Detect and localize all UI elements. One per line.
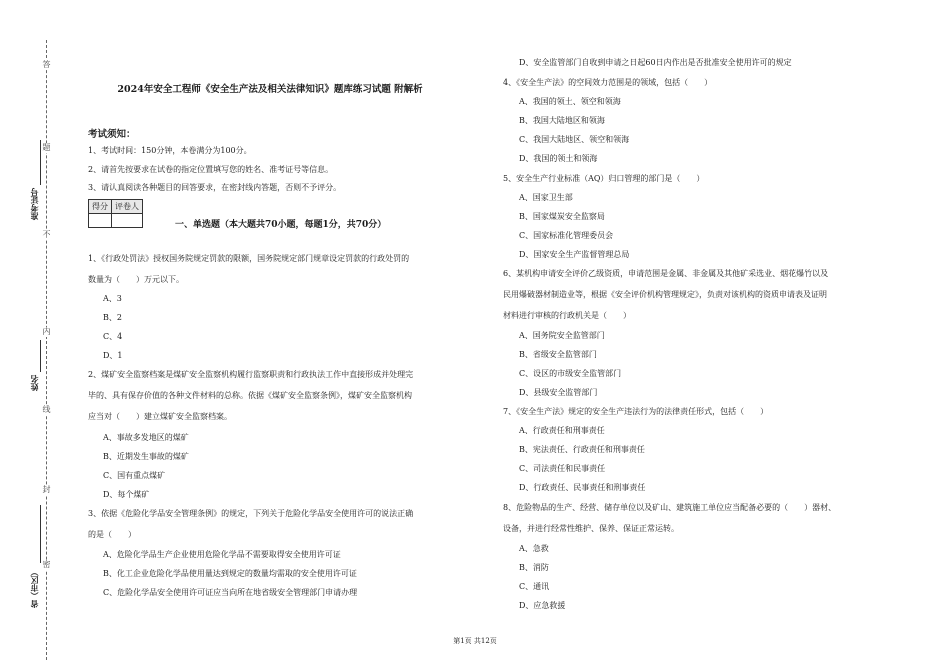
question-line: 数量为（ ）万元以下。 [88,275,184,284]
question-line: 2、煤矿安全监察档案是煤矿安全监察机构履行监察职责和行政执法工作中直接形成并处理完 [88,370,414,379]
question-line: 6、某机构申请安全评价乙级资质，申请范围是金属、非金属及其他矿采选业、烟花爆竹以及 [503,269,829,278]
seal-char-da: 答 [42,60,51,69]
name-label: 姓名 [29,375,39,391]
option-line: D、我国的领土和领海 [519,154,598,163]
option-line: A、3 [103,294,122,303]
option-line: C、我国大陆地区、领空和领海 [519,135,630,144]
question-line: 1、《行政处罚法》授权国务院规定罚款的限额，国务院规定部门规章设定罚款的行政处罚的 [88,254,410,263]
option-line: A、国家卫生部 [519,193,573,202]
seal-char-feng: 封 [42,485,51,494]
option-line: C、司法责任和民事责任 [519,464,606,473]
question-line: 设备，并进行经常性维护、保养、保证正常运转。 [503,524,679,533]
option-line: A、我国的领土、领空和领海 [519,97,621,106]
score-table [88,199,143,228]
question-line: 民用爆破器材制造业等，根据《安全评价机构管理规定》，负责对该机构的资质申请表及证明 [503,290,827,299]
question-line: 7、《安全生产法》规定的安全生产违法行为的法律责任形式，包括（ ） [503,407,769,416]
seal-char-mi: 密 [42,560,51,569]
option-line: C、4 [103,332,123,341]
option-line: D、应急救援 [519,601,566,610]
option-line: A、危险化学品生产企业使用危险化学品不需要取得安全使用许可证 [103,550,341,559]
option-line: A、国务院安全监管部门 [519,331,605,340]
option-line: C、国家标准化管理委员会 [519,231,614,240]
question-line: 材料进行审核的行政机关是（ ） [503,311,631,320]
option-line: C、危险化学品安全使用许可证应当向所在地省级安全管理部门申请办理 [103,588,358,597]
option-line: C、通讯 [519,582,550,591]
section-heading: 一、单选题（本大题共70小题，每题1分，共70分） [175,220,387,230]
option-line: B、2 [103,313,122,322]
name-line [40,340,41,372]
option-line: B、化工企业危险化学品使用量达到规定的数量均需取的安全使用许可证 [103,569,357,578]
option-line: C、国有重点煤矿 [103,471,166,480]
option-line: D、安全监管部门自收到申请之日起60日内作出是否批准安全使用许可的规定 [519,58,792,67]
notice-item: 1、考试时间：150分钟，本卷满分为100分。 [88,146,252,155]
question-line: 3、依据《危险化学品安全管理条例》的规定，下列关于危险化学品安全使用许可的说法正确 [88,509,414,518]
option-line: D、县级安全监管部门 [519,388,598,397]
option-line: B、消防 [519,563,549,572]
question-line: 毕的、具有保存价值的各种文件材料的总称。依据《煤矿安全监察条例》，煤矿安全监察机构 [88,391,412,400]
option-line: D、行政责任、民事责任和刑事责任 [519,483,646,492]
score-header: 得分 [89,200,112,214]
seal-char-bu: 不 [42,230,51,239]
seal-char-nei: 内 [42,327,51,336]
option-line: D、每个煤矿 [103,490,150,499]
option-line: D、1 [103,351,123,360]
notice-title: 考试须知： [88,129,136,140]
option-line: C、设区的市级安全监管部门 [519,369,622,378]
question-line: 5、安全生产行业标准（AQ）归口管理的部门是（ ） [503,174,705,183]
option-line: B、我国大陆地区和领海 [519,116,605,125]
notice-item: 2、请首先按要求在试卷的指定位置填写您的姓名、准考证号等信息。 [88,165,334,174]
seal-char-ti: 题 [42,143,51,152]
page-footer: 第1页 共12页 [453,637,497,645]
score-cell [89,214,112,228]
seal-char-xian: 线 [42,405,51,414]
province-label: 省（市区） [29,568,39,608]
option-line: D、国家安全生产监督管理总局 [519,250,630,259]
option-line: A、急救 [519,544,549,553]
option-line: A、事故多发地区的煤矿 [103,433,189,442]
exam-id-line [40,140,41,185]
option-line: A、行政责任和刑事责任 [519,426,605,435]
option-line: B、国家煤炭安全监察局 [519,212,605,221]
option-line: B、宪法责任、行政责任和刑事责任 [519,445,645,454]
question-line: 8、危险物品的生产、经营、储存单位以及矿山、建筑施工单位应当配备必要的（ ）器材、 [503,503,837,512]
option-line: B、省级安全监管部门 [519,350,597,359]
notice-item: 3、请认真阅读各种题目的回答要求，在密封线内答题，否则不予评分。 [88,183,342,192]
binding-margin [0,0,70,671]
grader-header: 评卷人 [112,200,143,214]
question-line: 的是（ ） [88,530,136,539]
province-line [40,505,41,563]
page-title: 2024年安全工程师《安全生产法及相关法律知识》题库练习试题 附解析 [117,84,423,95]
question-line: 4、《安全生产法》的空间效力范围是的领域，包括（ ） [503,78,713,87]
option-line: B、近期发生事故的煤矿 [103,452,189,461]
exam-id-label: 准考证号 [29,188,39,220]
grader-cell [112,214,143,228]
question-line: 应当对（ ）建立煤矿安全监察档案。 [88,412,232,421]
